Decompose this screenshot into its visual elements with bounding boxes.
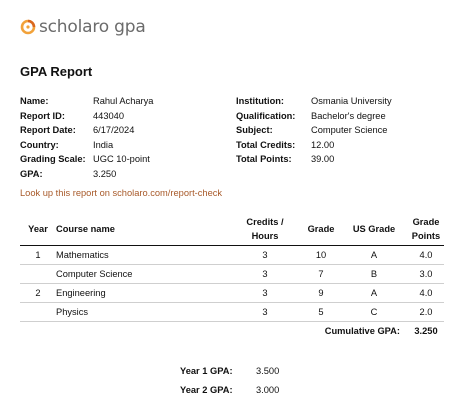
table-row [20, 303, 444, 322]
info-row-total-credits [236, 138, 392, 153]
info-row-name [20, 94, 153, 109]
brand-logo[interactable] [20, 17, 146, 37]
col-header-points-line1: Grade [412, 217, 440, 227]
cell-year [20, 303, 56, 322]
info-value: Bachelor's degree [311, 110, 386, 121]
cumulative-gpa-value: 3.250 [414, 326, 438, 336]
cell-grade: 9 [302, 284, 340, 303]
report-check-link[interactable]: Look up this report on scholaro.com/report-check [20, 188, 223, 198]
info-row-grading-scale [20, 152, 153, 167]
col-header-course: Course name [56, 214, 228, 246]
year-gpa-label: Year 2 GPA: [180, 385, 233, 395]
scholaro-logo-icon [20, 19, 36, 35]
info-value: Osmania University [311, 96, 392, 106]
cell-credits: 3 [228, 246, 302, 265]
table-row [20, 284, 444, 303]
cell-points: 3.0 [408, 265, 444, 284]
info-value: 3.250 [93, 168, 117, 179]
cumulative-gpa-label: Cumulative GPA: [324, 326, 400, 336]
cell-points: 4.0 [408, 246, 444, 265]
table-header-row [20, 214, 444, 246]
cell-course: Physics [56, 303, 228, 322]
cell-us-grade: A [340, 246, 408, 265]
cell-points: 4.0 [408, 284, 444, 303]
info-row-gpa [20, 167, 153, 182]
page-title: GPA Report [20, 64, 93, 79]
cell-course: Mathematics [56, 246, 228, 265]
cell-credits: 3 [228, 284, 302, 303]
year-gpa-value: 3.500 [256, 366, 280, 376]
cell-course: Computer Science [56, 265, 228, 284]
year-gpa-summary [180, 362, 279, 400]
cell-points: 2.0 [408, 303, 444, 322]
info-label: Qualification: [236, 110, 296, 121]
info-label: Name: [20, 96, 49, 106]
info-value: UGC 10-point [93, 154, 150, 165]
brand-name: scholaro gpa [39, 17, 146, 37]
cell-year [20, 265, 56, 284]
info-row-institution [236, 94, 392, 109]
cell-grade: 10 [302, 246, 340, 265]
cell-year: 1 [20, 246, 56, 265]
info-row-report-date [20, 123, 153, 138]
info-row-report-id [20, 109, 153, 124]
info-left-block [20, 94, 153, 182]
col-header-us-grade: US Grade [340, 214, 408, 246]
year-gpa-row [180, 362, 279, 381]
cell-grade: 5 [302, 303, 340, 322]
year-gpa-row [180, 381, 279, 400]
cell-us-grade: B [340, 265, 408, 284]
info-label: Report ID: [20, 110, 65, 121]
info-row-subject [236, 123, 392, 138]
col-header-points [408, 214, 444, 246]
col-header-credits [228, 214, 302, 246]
info-value: Rahul Acharya [93, 96, 154, 106]
info-label: Total Points: [236, 154, 292, 165]
info-label: Grading Scale: [20, 154, 86, 165]
info-value: 443040 [93, 110, 125, 121]
cell-us-grade: A [340, 284, 408, 303]
table-row [20, 246, 444, 265]
year-gpa-label: Year 1 GPA: [180, 366, 233, 376]
cell-year: 2 [20, 284, 56, 303]
info-value: India [93, 139, 114, 150]
cell-credits: 3 [228, 303, 302, 322]
cell-credits: 3 [228, 265, 302, 284]
info-label: Institution: [236, 96, 285, 106]
col-header-credits-line2: Hours [251, 231, 279, 241]
col-header-points-line2: Points [411, 231, 441, 241]
cumulative-gpa-row [20, 322, 444, 341]
info-row-total-points [236, 152, 392, 167]
info-row-qualification [236, 109, 392, 124]
year-gpa-value: 3.000 [256, 385, 280, 395]
info-right-block [236, 94, 392, 167]
cell-grade: 7 [302, 265, 340, 284]
info-value: 12.00 [311, 139, 335, 150]
info-value: 6/17/2024 [93, 125, 135, 136]
cell-us-grade: C [340, 303, 408, 322]
col-header-credits-line1: Credits / [246, 217, 284, 227]
col-header-grade: Grade [302, 214, 340, 246]
info-label: GPA: [20, 168, 43, 179]
info-label: Subject: [236, 125, 273, 136]
info-label: Total Credits: [236, 139, 296, 150]
info-label: Report Date: [20, 125, 76, 136]
info-row-country [20, 138, 153, 153]
courses-table [20, 214, 444, 340]
table-row [20, 265, 444, 284]
col-header-year: Year [20, 214, 56, 246]
info-label: Country: [20, 139, 59, 150]
info-value: Computer Science [311, 125, 388, 136]
info-value: 39.00 [311, 154, 335, 165]
cell-course: Engineering [56, 284, 228, 303]
